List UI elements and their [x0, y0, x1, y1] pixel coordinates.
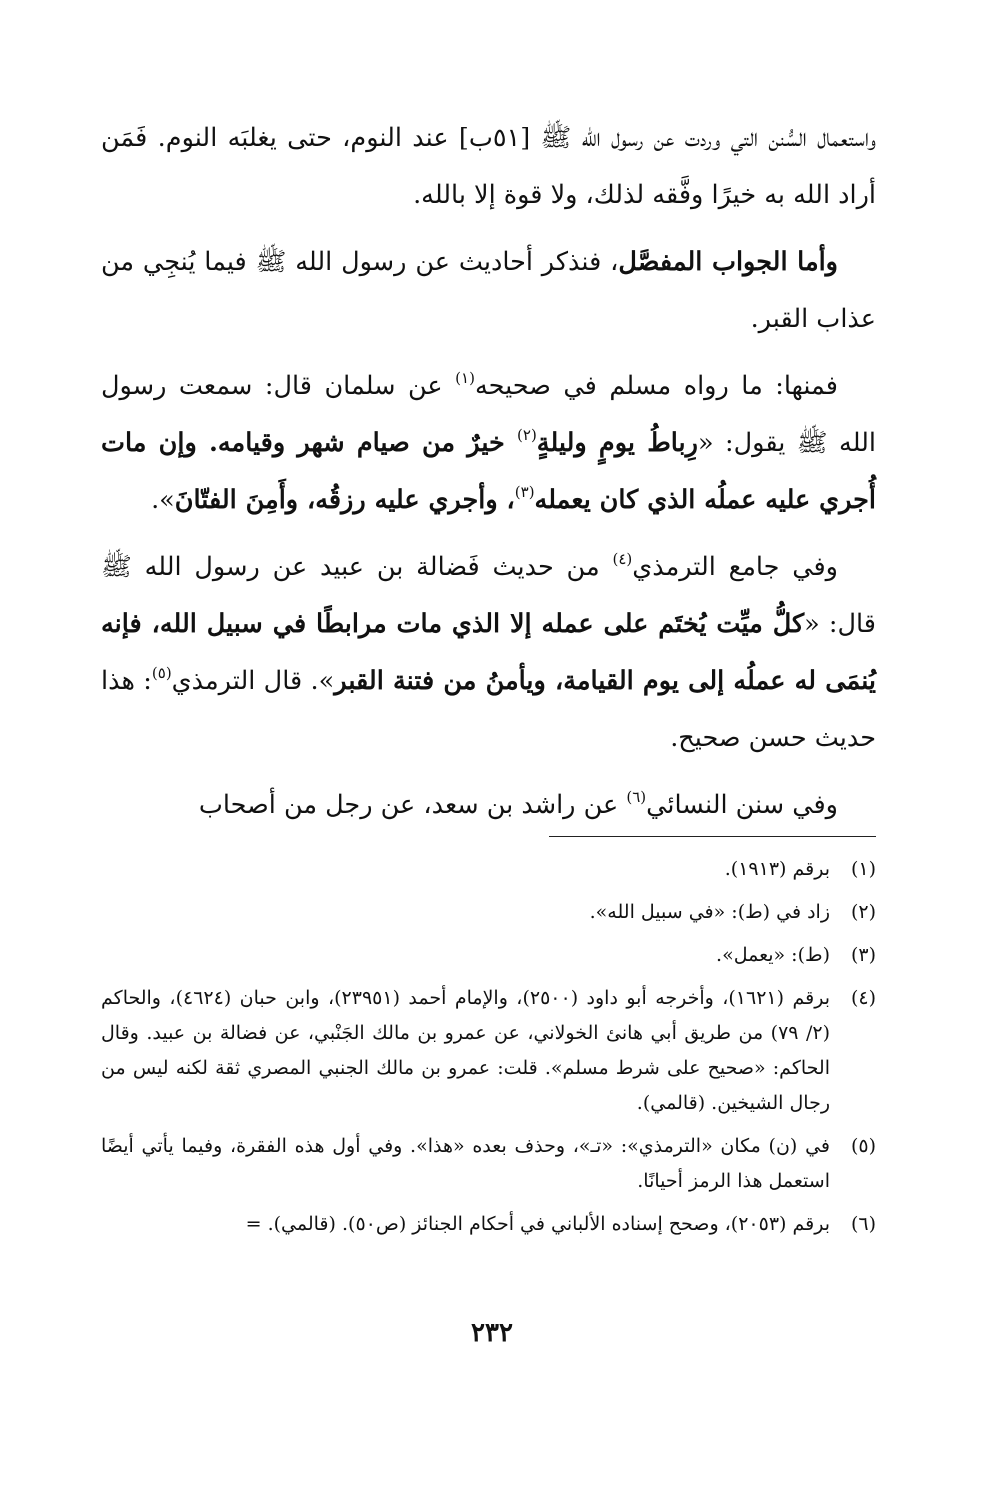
- footnote-text: برقم (١٦٢١)، وأخرجه أبو داود (٢٥٠٠)، والإمام أحمد (٢٣٩٥١)، وابن حبان (٤٦٢٤)، والحاكم (٢/ ٧٩) من طريق أبي هانئ الخولاني، عن عمرو بن مالك الجَنْبي، عن فضالة بن عبيد. وقال الحاكم: «صحيح على شرط مسلم». قلت: عمرو بن مالك الجنبي المصري ثقة لكنه ليس من رجال الشيخين. (قالمي).: [101, 987, 830, 1114]
- footnote-ref-2[interactable]: (٢): [517, 426, 537, 444]
- footnote-3: [101, 938, 876, 973]
- paragraph-2: [101, 234, 876, 348]
- footnote-number: (٣): [850, 944, 876, 966]
- footnote-text: في (ن) مكان «الترمذي»: «تـ»، وحذف بعده «هذا». وفي أول هذه الفقرة، وفيما يأتي أيضًا استعمل هذا الرمز أحيانًا.: [101, 1135, 830, 1192]
- footnote-number: (٦): [850, 1213, 876, 1235]
- paragraph-4-tirmidhi: ». قال الترمذي: [171, 666, 335, 696]
- footnote-number: (٤): [850, 987, 876, 1009]
- footnote-number: (٢): [850, 901, 876, 923]
- footnotes: [101, 852, 876, 1250]
- footnote-ref-3[interactable]: (٣): [514, 483, 535, 501]
- footnote-separator: [549, 836, 876, 837]
- hadith-text-1c: ، وأجري عليه رزقُه، وأَمِنَ الفتّانَ: [174, 485, 515, 515]
- paragraph-1: [101, 110, 876, 224]
- footnote-text: برقم (٢٠٥٣)، وصحح إسناده الألباني في أحكام الجنائز (ص٥٠). (قالمي). =: [245, 1213, 830, 1235]
- paragraph-4-grading: : هذا حديث حسن صحيح.: [101, 666, 876, 753]
- paragraph-3: [101, 358, 876, 529]
- footnote-text: زاد في (ط): «في سبيل الله».: [589, 901, 830, 923]
- footnote-6: [101, 1207, 876, 1242]
- footnote-number: (٥): [850, 1135, 876, 1157]
- hadith-text-1b: خيرٌ من صيام شهر وقيامه. وإن مات أُجري عليه عملُه الذي كان يعمله: [101, 428, 876, 515]
- paragraph-5-text: عن راشد بن سعد، عن رجل من أصحاب: [198, 790, 627, 820]
- paragraph-5-intro: وفي سنن النسائي: [646, 790, 838, 820]
- hadith-text-2: كلُّ ميِّت يُختَم على عمله إلا الذي مات مرابطًا في سبيل الله، فإنه يُنمَى له عملُه إلى يوم القيامة، ويأمنُ من فتنة القبر: [101, 609, 876, 696]
- paragraph-4-narration: من حديث فَضالة بن عبيد عن رسول الله ﷺ قال: «: [101, 552, 876, 639]
- paragraph-5: [101, 777, 876, 834]
- paragraph-2-text: ، فنذكر أحاديث عن رسول الله ﷺ فيما يُنجِي من عذاب القبر.: [101, 247, 876, 334]
- hadith-text-1a: رِباطُ يومٍ وليلةٍ: [536, 428, 698, 458]
- paragraph-3-narration: عن سلمان قال: سمعت رسول الله ﷺ يقول: «: [101, 371, 876, 458]
- footnote-ref-6[interactable]: (٦): [626, 788, 647, 806]
- footnote-5: [101, 1129, 876, 1199]
- page-number: ٢٣٢: [471, 1318, 513, 1348]
- paragraph-4-intro: وفي جامع الترمذي: [632, 552, 838, 582]
- footnote-ref-1[interactable]: (١): [455, 369, 475, 387]
- footnote-4: [101, 981, 876, 1121]
- paragraph-1-text: واستعمال السُّنن التي وردت عن رسول الله ﷺ [٥١ب] عند النوم، حتى يغلبَه النوم. فَمَن أراد الله به خيرًا وفَّقه لذلك، ولا قوة إلا بالله.: [101, 123, 876, 210]
- detailed-answer-heading: وأما الجواب المفصَّل: [618, 247, 838, 277]
- footnote-text: برقم (١٩١٣).: [724, 858, 830, 880]
- footnote-ref-4[interactable]: (٤): [612, 550, 633, 568]
- footnote-ref-5[interactable]: (٥): [151, 664, 172, 682]
- footnote-number: (١): [850, 858, 876, 880]
- footnote-2: [101, 895, 876, 930]
- paragraph-3-intro: فمنها: ما رواه مسلم في صحيحه: [474, 371, 838, 401]
- footnote-1: [101, 852, 876, 887]
- paragraph-3-close: ».: [151, 485, 175, 515]
- main-text: [101, 110, 876, 844]
- paragraph-4: [101, 539, 876, 767]
- footnote-text: (ط): «يعمل».: [716, 944, 830, 966]
